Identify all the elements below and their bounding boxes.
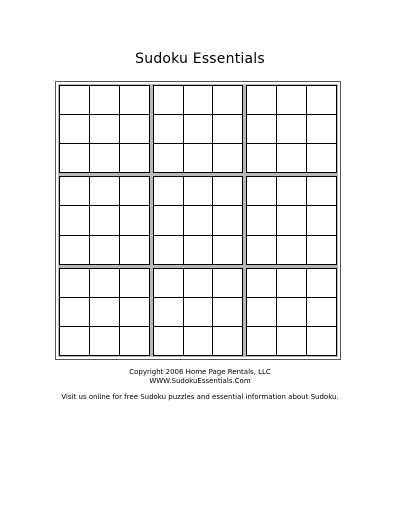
sudoku-cell[interactable]: [213, 236, 243, 265]
sudoku-cell[interactable]: [90, 269, 120, 298]
sudoku-cell[interactable]: [60, 177, 90, 206]
visit-message: Visit us online for free Sudoku puzzles and essential information about Sudoku.: [61, 393, 339, 401]
sudoku-cell[interactable]: [277, 115, 307, 144]
sudoku-cell[interactable]: [90, 206, 120, 235]
sudoku-cell[interactable]: [277, 298, 307, 327]
sudoku-cell[interactable]: [213, 206, 243, 235]
sudoku-cell[interactable]: [307, 144, 337, 173]
sudoku-cell[interactable]: [120, 206, 150, 235]
sudoku-cell[interactable]: [247, 206, 277, 235]
website-link[interactable]: WWW.SudokuEssentials.Com: [149, 377, 251, 385]
page-title: Sudoku Essentials: [135, 51, 265, 67]
sudoku-cell[interactable]: [213, 298, 243, 327]
sudoku-cell[interactable]: [277, 144, 307, 173]
sudoku-cell[interactable]: [247, 115, 277, 144]
sudoku-box: [246, 268, 337, 356]
sudoku-cell[interactable]: [120, 144, 150, 173]
sudoku-cell[interactable]: [120, 269, 150, 298]
sudoku-cell[interactable]: [247, 269, 277, 298]
sudoku-cell[interactable]: [90, 327, 120, 356]
sudoku-cell[interactable]: [90, 115, 120, 144]
sudoku-cell[interactable]: [154, 115, 184, 144]
sudoku-cell[interactable]: [277, 269, 307, 298]
sudoku-cell[interactable]: [154, 86, 184, 115]
sudoku-cell[interactable]: [154, 327, 184, 356]
sudoku-cell[interactable]: [307, 86, 337, 115]
sudoku-box: [153, 85, 244, 173]
sudoku-box: [246, 85, 337, 173]
sudoku-cell[interactable]: [184, 327, 214, 356]
sudoku-cell[interactable]: [247, 86, 277, 115]
sudoku-box: [153, 176, 244, 264]
sudoku-cell[interactable]: [154, 269, 184, 298]
sudoku-cell[interactable]: [60, 236, 90, 265]
sudoku-cell[interactable]: [90, 298, 120, 327]
sudoku-cell[interactable]: [213, 327, 243, 356]
sudoku-cell[interactable]: [120, 115, 150, 144]
sudoku-box: [246, 176, 337, 264]
sudoku-cell[interactable]: [60, 86, 90, 115]
sudoku-cell[interactable]: [247, 144, 277, 173]
sudoku-cell[interactable]: [154, 298, 184, 327]
sudoku-cell[interactable]: [60, 298, 90, 327]
sudoku-cell[interactable]: [213, 269, 243, 298]
sudoku-cell[interactable]: [90, 86, 120, 115]
sudoku-cell[interactable]: [247, 236, 277, 265]
sudoku-cell[interactable]: [120, 177, 150, 206]
sudoku-cell[interactable]: [307, 236, 337, 265]
sudoku-cell[interactable]: [247, 327, 277, 356]
sudoku-cell[interactable]: [154, 236, 184, 265]
sudoku-cell[interactable]: [213, 86, 243, 115]
sudoku-cell[interactable]: [184, 177, 214, 206]
sudoku-grid: [58, 84, 338, 357]
sudoku-cell[interactable]: [154, 144, 184, 173]
sudoku-cell[interactable]: [120, 298, 150, 327]
sudoku-cell[interactable]: [154, 206, 184, 235]
sudoku-cell[interactable]: [184, 236, 214, 265]
sudoku-cell[interactable]: [90, 236, 120, 265]
sudoku-cell[interactable]: [184, 298, 214, 327]
sudoku-cell[interactable]: [60, 269, 90, 298]
sudoku-cell[interactable]: [120, 236, 150, 265]
sudoku-box: [153, 268, 244, 356]
sudoku-cell[interactable]: [184, 115, 214, 144]
sudoku-cell[interactable]: [213, 115, 243, 144]
sudoku-cell[interactable]: [184, 144, 214, 173]
copyright-text: Copyright 2006 Home Page Rentals, LLC: [129, 368, 271, 376]
sudoku-cell[interactable]: [90, 177, 120, 206]
sudoku-cell[interactable]: [60, 115, 90, 144]
sudoku-cell[interactable]: [277, 236, 307, 265]
sudoku-grid-frame: [55, 81, 341, 360]
sudoku-cell[interactable]: [307, 298, 337, 327]
sudoku-cell[interactable]: [60, 327, 90, 356]
sudoku-box: [59, 176, 150, 264]
sudoku-cell[interactable]: [307, 177, 337, 206]
sudoku-cell[interactable]: [307, 269, 337, 298]
sudoku-cell[interactable]: [60, 206, 90, 235]
sudoku-box: [59, 85, 150, 173]
sudoku-cell[interactable]: [307, 115, 337, 144]
sudoku-cell[interactable]: [154, 177, 184, 206]
sudoku-cell[interactable]: [184, 206, 214, 235]
sudoku-cell[interactable]: [247, 177, 277, 206]
sudoku-cell[interactable]: [247, 298, 277, 327]
sudoku-cell[interactable]: [277, 177, 307, 206]
sudoku-cell[interactable]: [184, 269, 214, 298]
sudoku-cell[interactable]: [120, 86, 150, 115]
sudoku-cell[interactable]: [307, 206, 337, 235]
sudoku-cell[interactable]: [90, 144, 120, 173]
sudoku-box: [59, 268, 150, 356]
sudoku-cell[interactable]: [307, 327, 337, 356]
sudoku-cell[interactable]: [184, 86, 214, 115]
sudoku-cell[interactable]: [213, 144, 243, 173]
sudoku-cell[interactable]: [120, 327, 150, 356]
sudoku-cell[interactable]: [277, 206, 307, 235]
sudoku-cell[interactable]: [277, 86, 307, 115]
sudoku-cell[interactable]: [60, 144, 90, 173]
sudoku-cell[interactable]: [277, 327, 307, 356]
sudoku-cell[interactable]: [213, 177, 243, 206]
